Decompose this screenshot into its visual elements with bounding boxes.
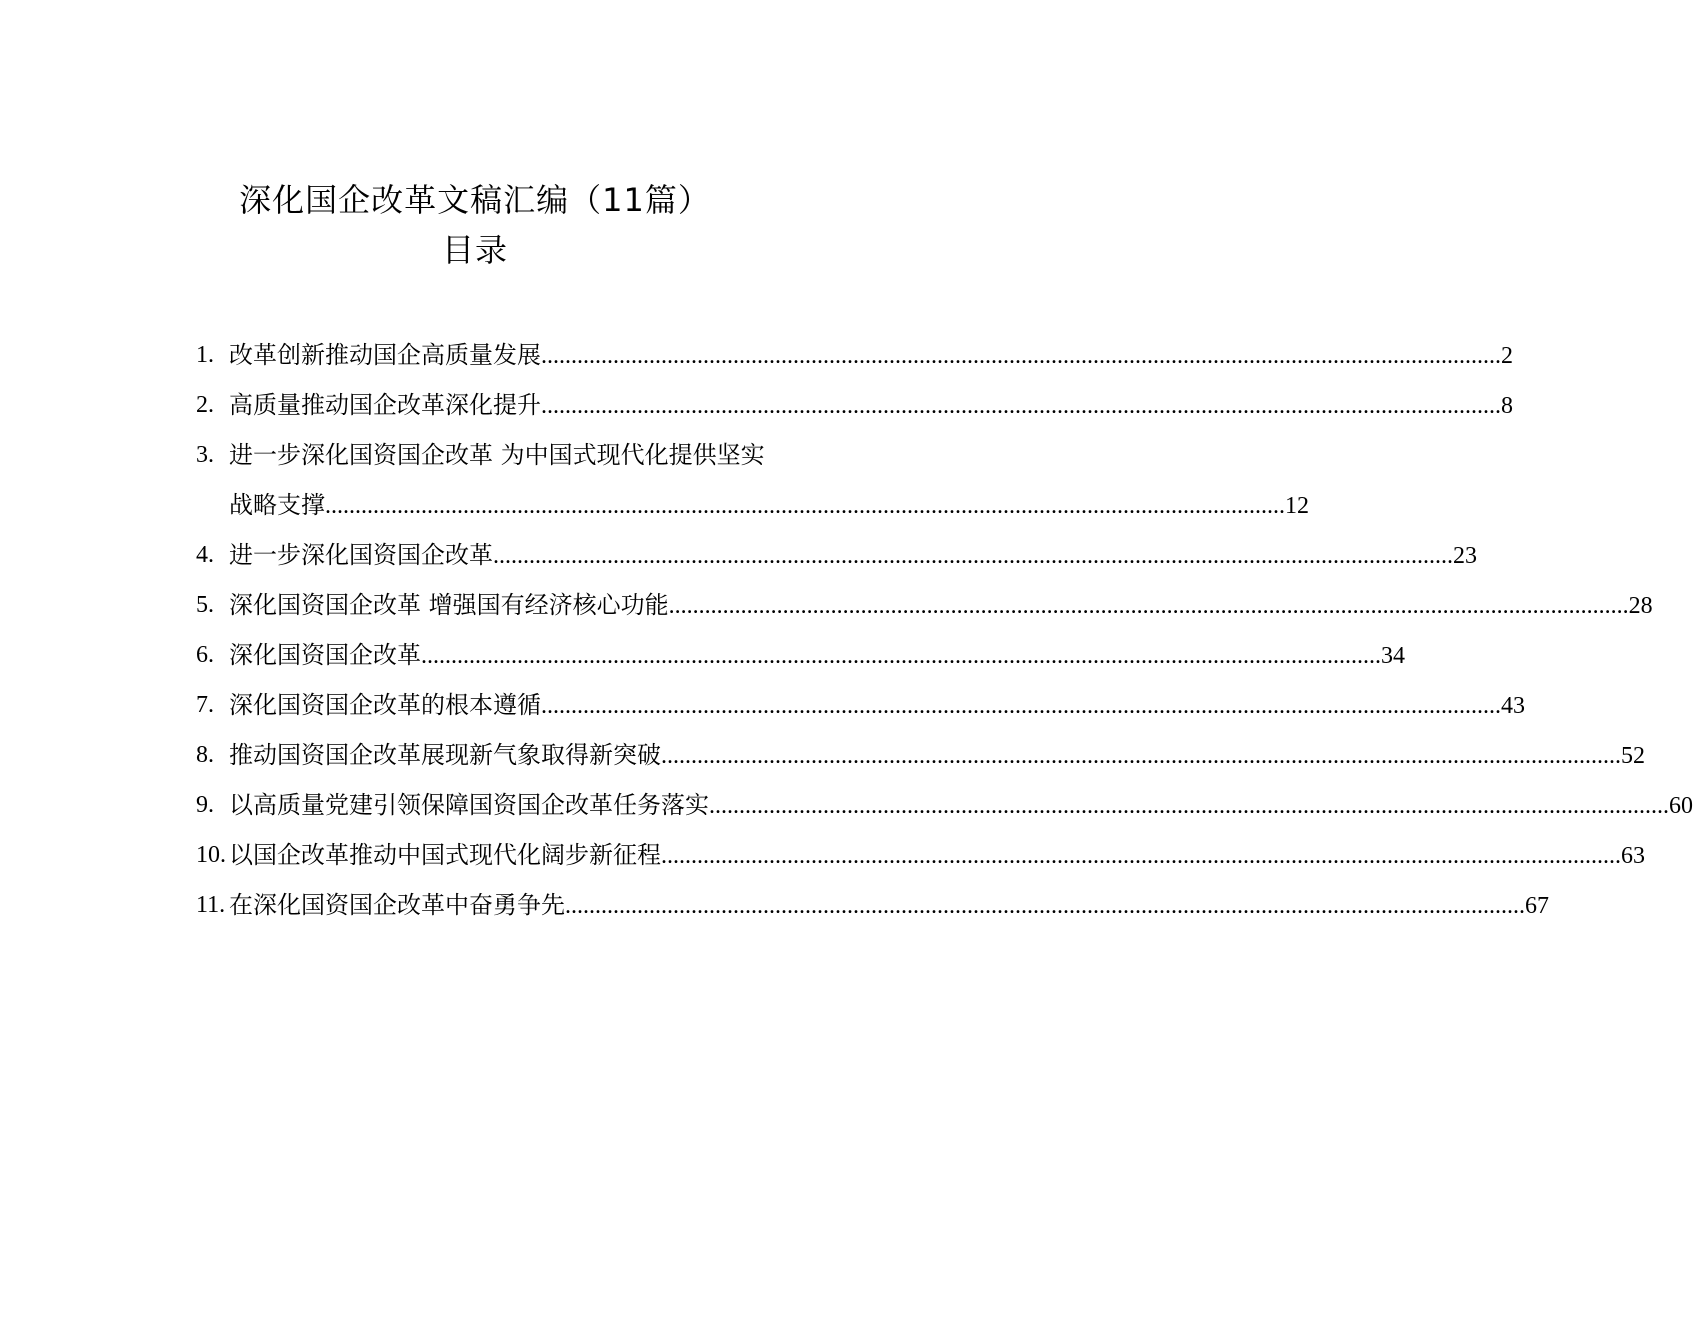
toc-entry-3[interactable] — [196, 430, 1309, 530]
toc-leader-dots — [541, 331, 1501, 381]
toc-number: 10. — [196, 842, 226, 868]
toc-leader-dots — [541, 681, 1501, 731]
toc-number: 7. — [196, 692, 214, 718]
toc-page-number: 2 — [1501, 343, 1513, 369]
toc-entry-11[interactable] — [196, 880, 1549, 930]
toc-entry-1[interactable] — [196, 330, 1513, 380]
toc-number: 11. — [196, 892, 226, 918]
toc-page-number: 28 — [1628, 593, 1653, 619]
toc-title: 战略支撑 — [229, 491, 325, 519]
toc-number: 1. — [196, 342, 214, 368]
toc-leader-dots — [565, 881, 1525, 931]
toc-title: 以高质量党建引领保障国资国企改革任务落实 — [229, 791, 709, 819]
toc-number: 2. — [196, 392, 214, 418]
toc-number: 3. — [196, 442, 214, 468]
toc-leader-dots — [669, 581, 1629, 631]
toc-number: 6. — [196, 642, 214, 668]
toc-title: 深化国资国企改革的根本遵循 — [229, 691, 541, 719]
toc-heading: 目录 — [441, 231, 508, 269]
toc-entry-2[interactable] — [196, 380, 1513, 430]
toc-number: 9. — [196, 792, 214, 818]
toc-page-number: 63 — [1621, 843, 1645, 869]
toc-title: 以国企改革推动中国式现代化阔步新征程 — [229, 841, 661, 869]
toc-entry-6[interactable] — [196, 630, 1405, 680]
toc-entry-10[interactable] — [196, 830, 1645, 880]
toc-leader-dots — [661, 831, 1621, 881]
toc-page-number: 43 — [1501, 693, 1525, 719]
toc-entry-5[interactable] — [196, 580, 1653, 630]
toc-leader-dots — [661, 731, 1621, 781]
toc-leader-dots — [421, 631, 1381, 681]
toc-leader-dots — [541, 381, 1501, 431]
toc-page-number: 8 — [1501, 393, 1513, 419]
toc-page-number: 34 — [1381, 643, 1405, 669]
toc-number: 5. — [196, 592, 214, 618]
toc-title-line-1: 进一步深化国资国企改革 为中国式现代化提供坚实 — [229, 441, 765, 469]
toc-title: 改革创新推动国企高质量发展 — [229, 341, 541, 369]
toc-page-number: 67 — [1525, 893, 1549, 919]
toc-page-number: 60 — [1669, 793, 1693, 819]
document-title: 深化国企改革文稿汇编（11篇） — [239, 181, 711, 219]
toc-entry-8[interactable] — [196, 730, 1645, 780]
toc-title: 高质量推动国企改革深化提升 — [229, 391, 541, 419]
toc-entry-7[interactable] — [196, 680, 1525, 730]
toc-entry-9[interactable] — [196, 780, 1693, 830]
toc-title: 在深化国资国企改革中奋勇争先 — [229, 891, 565, 919]
toc-title: 进一步深化国资国企改革 — [229, 541, 493, 569]
toc-page-number: 23 — [1453, 543, 1477, 569]
toc-page-number: 52 — [1621, 743, 1645, 769]
toc-title: 推动国资国企改革展现新气象取得新突破 — [229, 741, 661, 769]
toc-page-number: 12 — [1285, 493, 1309, 519]
toc-number: 8. — [196, 742, 214, 768]
toc-leader-dots — [325, 481, 1285, 531]
table-of-contents — [196, 330, 1693, 930]
toc-number: 4. — [196, 542, 214, 568]
toc-title: 深化国资国企改革 — [229, 641, 421, 669]
toc-leader-dots — [709, 781, 1669, 831]
toc-leader-dots — [493, 531, 1453, 581]
toc-entry-4[interactable] — [196, 530, 1477, 580]
toc-title: 深化国资国企改革 增强国有经济核心功能 — [229, 591, 669, 619]
